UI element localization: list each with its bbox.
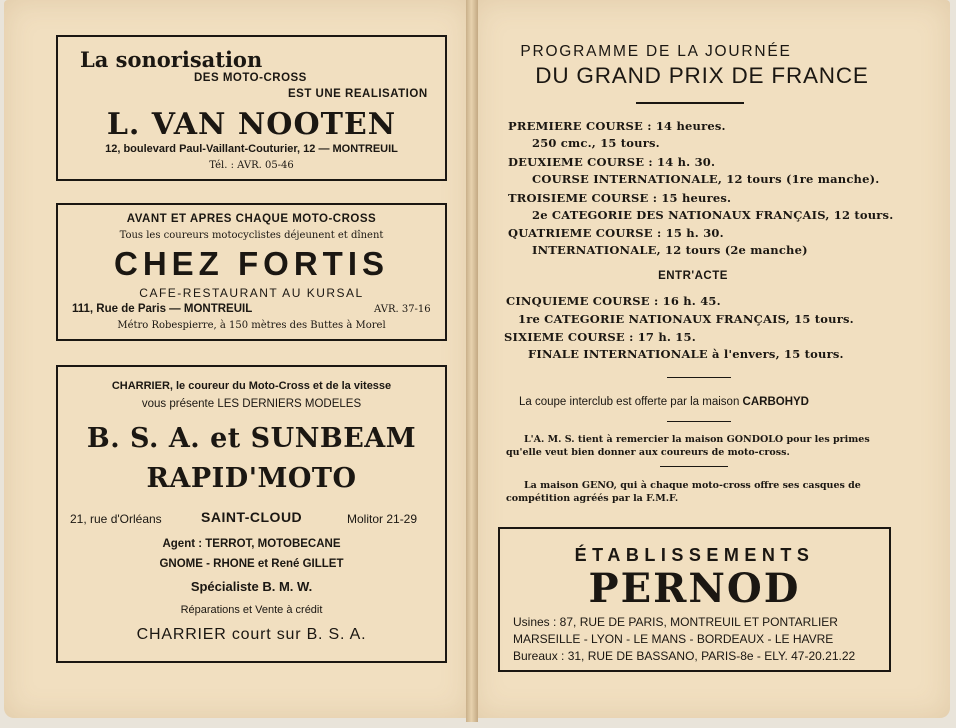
ad-pernod-name: PERNOD [588,565,801,612]
coupe-line [519,396,809,408]
ad-chez-fortis [56,203,447,341]
ad-fortis-metro: Métro Robespierre, à 150 mètres des Buttes à Morel [117,320,386,331]
divider-2 [667,421,731,422]
title-divider [636,102,744,104]
ams-note: L'A. M. S. tient à remercier la maison GONDOLO pour les primes qu'elle veut bien donner aux coureurs de moto-cross. [506,434,870,458]
ad-sonorisation-line1: DES MOTO-CROSS [194,72,307,84]
ad-pernod-usines: Usines : 87, RUE DE PARIS, MONTREUIL ET PONTARLIER [513,615,838,629]
race-1-detail: 250 cmc., 15 tours. [532,136,660,150]
ad-fortis-tel: AVR. 37-16 [374,304,431,315]
ad-charrier-addr-left: 21, rue d'Orléans [70,512,162,526]
coupe-text: La coupe interclub est offerte par la maison [519,396,740,408]
race-3-time: TROISIEME COURSE : 15 heures. [508,191,732,205]
ad-sonorisation-tel: Tél. : AVR. 05-46 [209,160,294,171]
race-6-detail: FINALE INTERNATIONALE à l'envers, 15 tours. [528,347,844,361]
race-1-time: PREMIERE COURSE : 14 heures. [508,119,726,133]
programme-title: PROGRAMME DE LA JOURNÉE [520,43,792,60]
ad-charrier-addr-tel: Molitor 21-29 [347,512,418,526]
ad-fortis-address: 111, Rue de Paris — MONTREUIL [72,303,253,315]
race-5-detail: 1re CATEGORIE NATIONAUX FRANÇAIS, 15 tours. [518,312,854,326]
ad-charrier-line2-post: LES DERNIERS MODELES [217,398,362,410]
ad-charrier-gnome: GNOME - RHONE et René GILLET [159,558,344,570]
ad-charrier-repairs: Réparations et Vente à crédit [180,604,323,616]
race-6-time: SIXIEME COURSE : 17 h. 15. [504,330,696,344]
race-5-time: CINQUIEME COURSE : 16 h. 45. [506,294,721,308]
ad-charrier-line1: CHARRIER, le coureur du Moto-Cross et de la vitesse [111,380,392,392]
ad-charrier [56,365,447,663]
ad-charrier-slogan: CHARRIER court sur B. S. A. [136,626,367,643]
ad-pernod-cities: MARSEILLE - LYON - LE MANS - BORDEAUX - LE HAVRE [513,632,834,646]
ad-sonorisation [56,35,447,181]
race-2-time: DEUXIEME COURSE : 14 h. 30. [508,155,716,169]
ad-sonorisation-title: La sonorisation [80,47,263,72]
ad-fortis-line1: AVANT ET APRES CHAQUE MOTO-CROSS [126,213,377,225]
ad-sonorisation-name: L. VAN NOOTEN [106,107,397,142]
geno-note: La maison GENO, qui à chaque moto-cross offre ses casques de compétition agréés par la F.M.F. [506,480,861,504]
ad-charrier-addr-city: SAINT-CLOUD [201,509,303,525]
programme-subtitle: DU GRAND PRIX DE FRANCE [535,63,869,88]
ad-fortis-name: CHEZ FORTIS [114,245,389,282]
ad-pernod-bureaux: Bureaux : 31, RUE DE BASSANO, PARIS-8e - ELY. 47-20.21.22 [513,649,856,663]
ad-charrier-brand1: B. S. A. et SUNBEAM [86,423,417,454]
ad-sonorisation-line2: EST UNE REALISATION [288,88,428,100]
ad-fortis-subtitle: CAFE-RESTAURANT AU KURSAL [139,286,364,300]
race-4-detail: INTERNATIONALE, 12 tours (2e manche) [532,243,808,257]
ad-charrier-line2 [58,398,445,410]
ad-sonorisation-address: 12, boulevard Paul-Vaillant-Couturier, 12 — MONTREUIL [105,143,398,155]
ad-fortis-line2: Tous les coureurs motocyclistes déjeunent et dînent [119,230,384,241]
ad-charrier-line2-pre: vous présente [141,398,215,410]
booklet-spine [466,0,478,722]
divider-1 [667,377,731,378]
divider-3 [660,466,728,467]
ad-pernod [498,527,891,672]
ad-charrier-agent: Agent : TERROT, MOTOBECANE [162,538,341,550]
ad-pernod-etab: ÉTABLISSEMENTS [574,545,815,565]
entracte-label: ENTR'ACTE [658,270,728,282]
ad-charrier-specialist: Spécialiste B. M. W. [190,579,313,594]
ad-charrier-brand2: RAPID'MOTO [146,463,357,494]
race-3-detail: 2e CATEGORIE DES NATIONAUX FRANÇAIS, 12 tours. [532,208,894,222]
coupe-sponsor: CARBOHYD [742,396,809,408]
race-4-time: QUATRIEME COURSE : 15 h. 30. [508,226,724,240]
race-2-detail: COURSE INTERNATIONALE, 12 tours (1re manche). [532,172,880,186]
